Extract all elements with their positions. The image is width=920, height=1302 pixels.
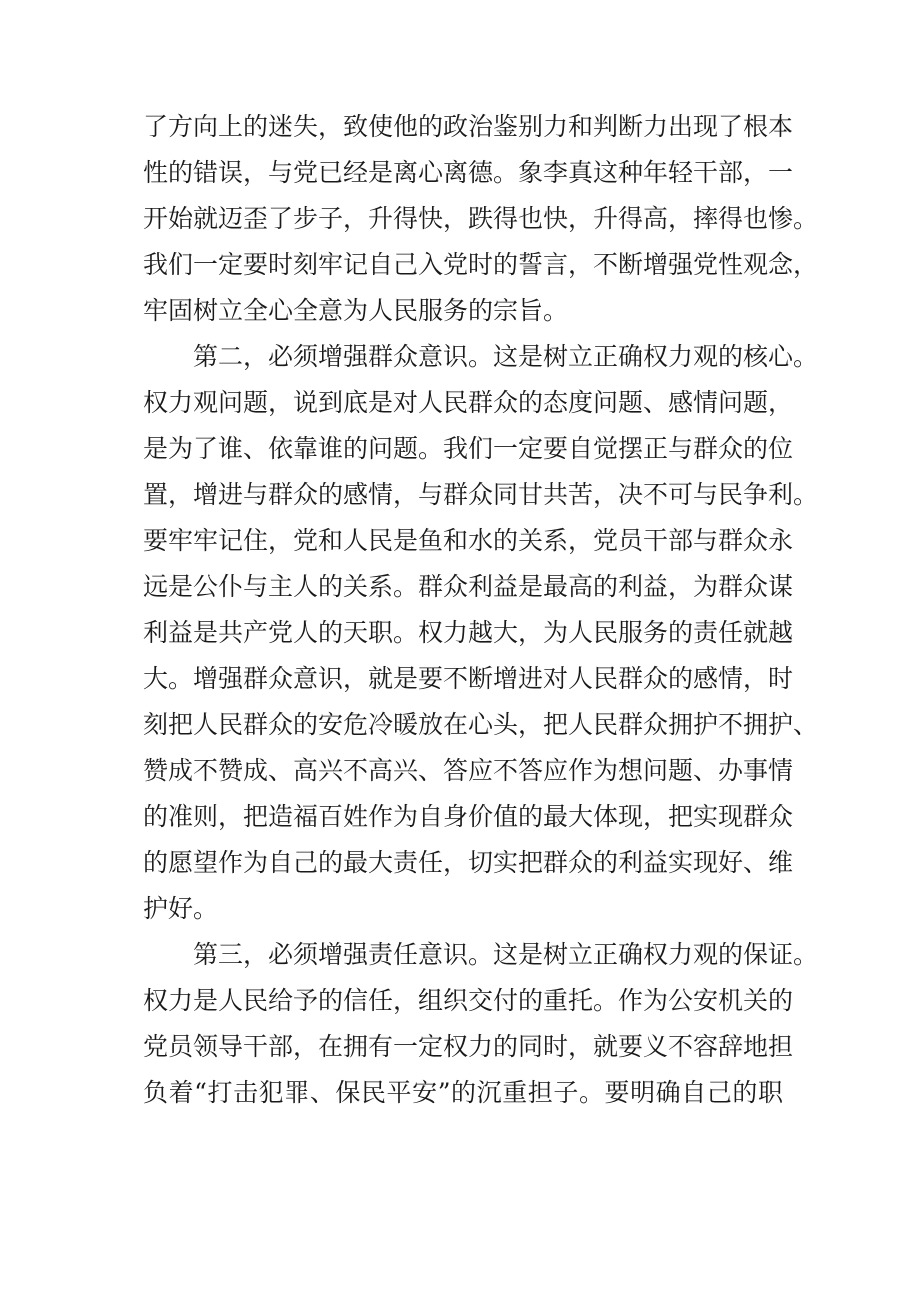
text-line: 开始就迈歪了步子，升得快，跌得也快，升得高，摔得也惨。: [143, 204, 819, 233]
text-line: 党员领导干部，在拥有一定权力的同时，就要义不容辞地担: [143, 1032, 794, 1061]
text-line: 赞成不赞成、高兴不高兴、答应不答应作为想问题、办事情: [143, 756, 794, 785]
text-line: 是为了谁、依靠谁的问题。我们一定要自觉摆正与群众的位: [143, 434, 794, 463]
text-line: 牢固树立全心全意为人民服务的宗旨。: [143, 296, 569, 325]
body-text: [143, 104, 819, 1116]
text-line: 远是公仆与主人的关系。群众利益是最高的利益，为群众谋: [143, 572, 794, 601]
text-line: 权力是人民给予的信任，组织交付的重托。作为公安机关的: [143, 986, 794, 1015]
text-line: 性的错误，与党已经是离心离德。象李真这种年轻干部，一: [143, 158, 794, 187]
text-line: 要牢牢记住，党和人民是鱼和水的关系，党员干部与群众永: [143, 526, 794, 555]
text-line: 刻把人民群众的安危冷暖放在心头，把人民群众拥护不拥护、: [143, 710, 819, 739]
text-line: 大。增强群众意识，就是要不断增进对人民群众的感情，时: [143, 664, 794, 693]
paragraph-start-line: 第二，必须增强群众意识。这是树立正确权力观的核心。: [193, 342, 819, 371]
text-line: 的准则，把造福百姓作为自身价值的最大体现，把实现群众: [143, 802, 794, 831]
text-line: 负着“打击犯罪、保民平安”的沉重担子。要明确自己的职: [143, 1078, 783, 1107]
text-line: 的愿望作为自己的最大责任，切实把群众的利益实现好、维: [143, 848, 794, 877]
text-line: 权力观问题，说到底是对人民群众的态度问题、感情问题，: [143, 388, 794, 417]
text-line: 了方向上的迷失，致使他的政治鉴别力和判断力出现了根本: [143, 112, 794, 141]
text-line: 我们一定要时刻牢记自己入党时的誓言，不断增强党性观念，: [143, 250, 819, 279]
text-line: 利益是共产党人的天职。权力越大，为人民服务的责任就越: [143, 618, 794, 647]
text-line: 护好。: [143, 894, 219, 923]
paragraph-start-line: 第三，必须增强责任意识。这是树立正确权力观的保证。: [193, 940, 819, 969]
text-line: 置，增进与群众的感情，与群众同甘共苦，决不可与民争利。: [143, 480, 819, 509]
